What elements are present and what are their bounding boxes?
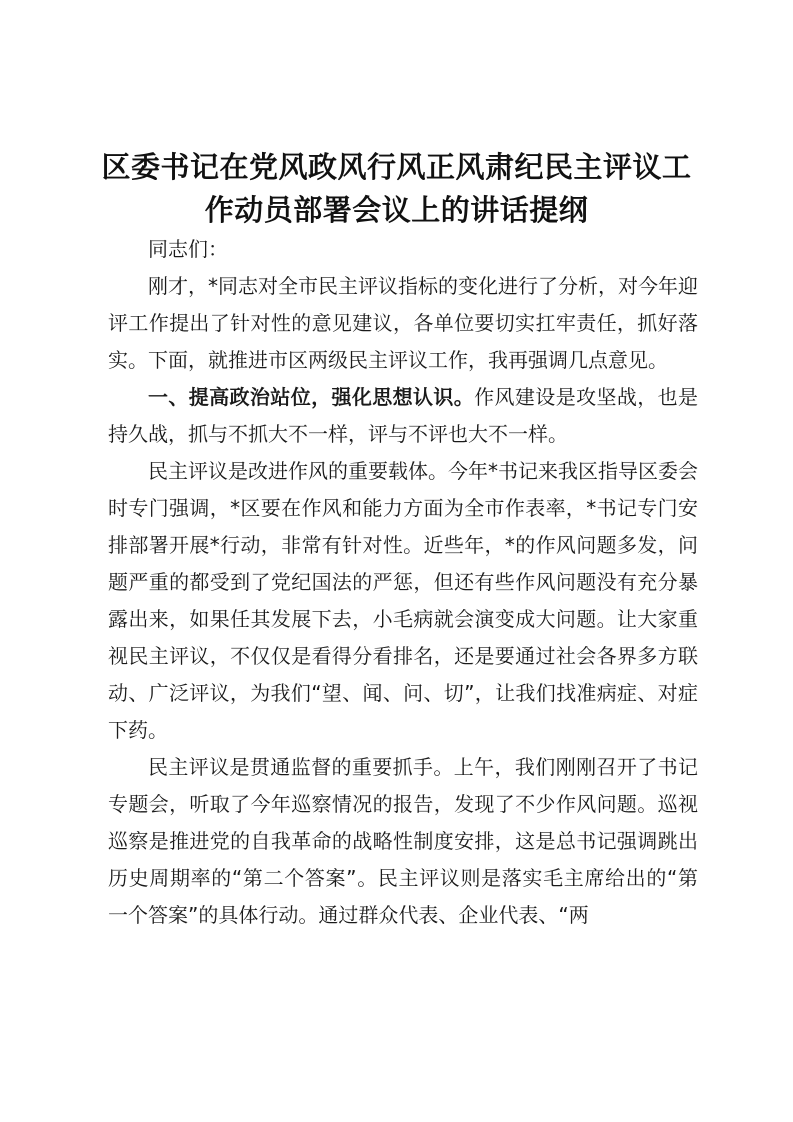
paragraph-text: 刚才，*同志对全市民主评议指标的变化进行了分析，对今年迎评工作提出了针对性的意见建议，各单位要切实扛牢责任，抓好落实。下面，就推进市区两级民主评议工作，我再强调几点意见。 — [108, 274, 698, 372]
paragraph-text: 民主评议是改进作风的重要载体。今年*书记来我区指导区委会时专门强调，*区要在作风和能力方面为全市作表率，*书记专门安排部署开展*行动，非常有针对性。近些年，*的作风问题多发，问题严重的都受到了党纪国法的严惩，但还有些作风问题没有充分暴露出来，如果任其发展下去，小毛病就会演变成大问题。让大家重视民主评议，不仅仅是看得分看排名，还是要通过社会各界多方联动、广泛评议，为我们“望、闻、问、切”，让我们找准病症、对症下药。 — [108, 459, 698, 742]
title-line-1: 区委书记在党风政风行风正风肃纪民主评议工 — [101, 150, 692, 184]
document-body — [108, 231, 698, 934]
paragraph-supervision — [108, 749, 698, 934]
salutation: 同志们： — [148, 237, 228, 261]
section-heading: 一、提高政治站位，强化思想认识。 — [148, 385, 475, 409]
document-title — [96, 146, 697, 232]
paragraph-intro — [108, 268, 698, 379]
paragraph-evaluation-carrier — [108, 453, 698, 749]
title-line-2: 作动员部署会议上的讲话提纲 — [204, 193, 589, 227]
paragraph-section-one — [108, 379, 698, 453]
paragraph-text: 民主评议是贯通监督的重要抓手。上午，我们刚刚召开了书记专题会，听取了今年巡察情况的报告，发现了不少作风问题。巡视巡察是推进党的自我革命的战略性制度安排，这是总书记强调跳出历史周期率的“第二个答案”。民主评议则是落实毛主席给出的“第一个答案”的具体行动。通过群众代表、企业代表、“两 — [108, 755, 698, 927]
paragraph-text: 作风建设是攻坚战，也是持久战，抓与不抓大不一样，评与不评也大不一样。 — [108, 385, 699, 446]
